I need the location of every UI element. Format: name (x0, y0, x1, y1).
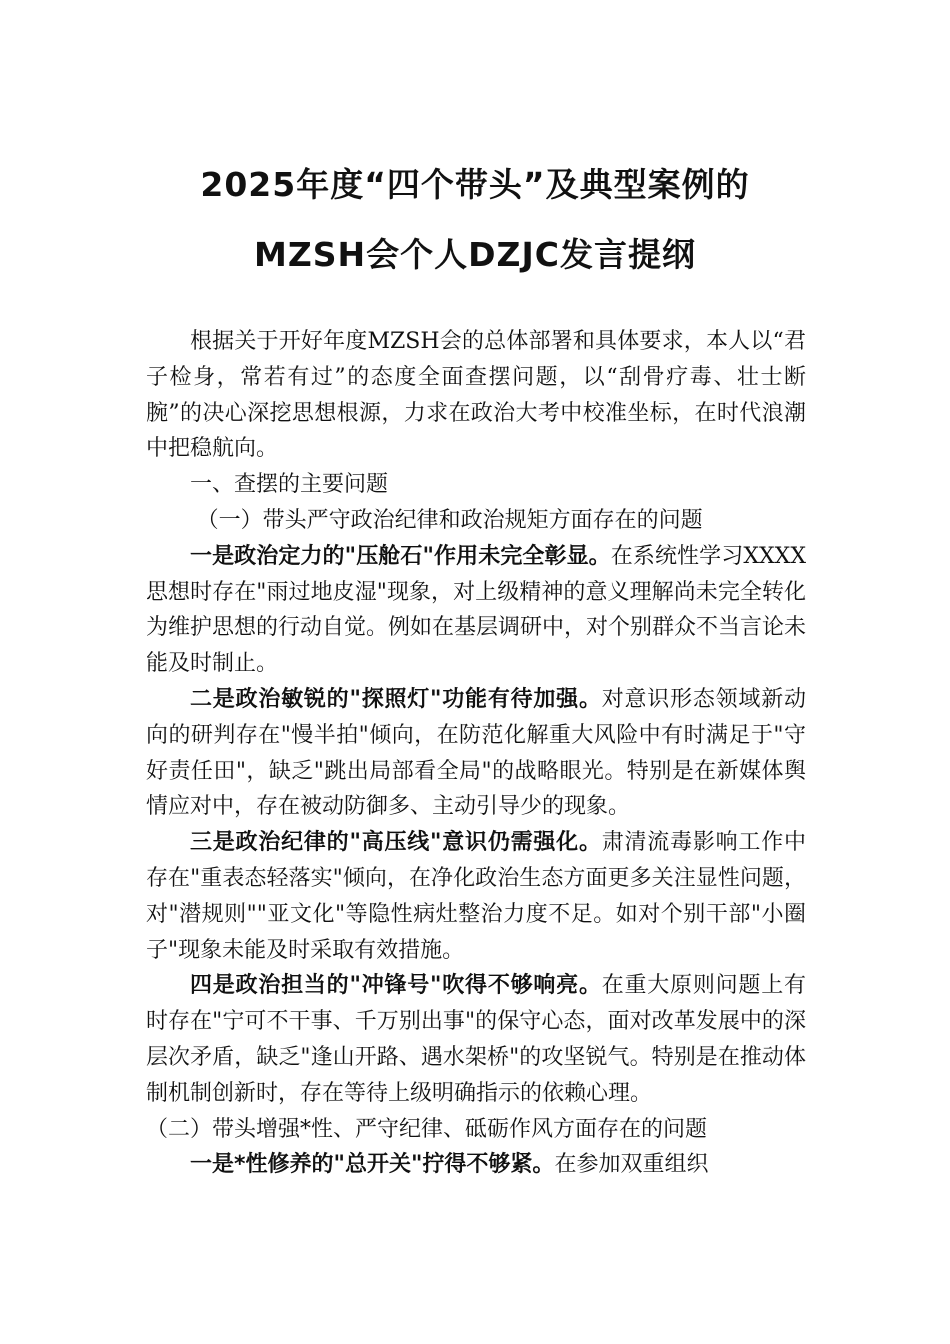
sub1-item-4-text: 在重大原则问题上有时存在"宁可不干事、千万别出事"的保守心态，面对改革发展中的深层次矛盾，缺乏"逢山开路、遇水架桥"的攻坚锐气。特别是在推动体制机制创新时，存在等待上级明确指示的依赖心理。 (146, 973, 806, 1106)
sub2-item-1 (146, 1147, 806, 1183)
sub1-item-1-text: 在系统性学习XXXX思想时存在"雨过地皮湿"现象，对上级精神的意义理解尚未完全转化为维护思想的行动自觉。例如在基层调研中，对个别群众不当言论未能及时制止。 (146, 543, 807, 677)
sub1-item-2-lead: 二是政治敏锐的"探照灯"功能有待加强。 (190, 686, 602, 712)
sub2-item-1-text: 在参加双重组织 (554, 1152, 709, 1178)
sub2-item-1-lead: 一是*性修养的"总开关"拧得不够紧。 (190, 1152, 555, 1178)
document-title-line2: MZSH会个人DZJC发言提纲 (254, 235, 696, 274)
sub2-heading: （二）带头增强*性、严守纪律、砥砺作风方面存在的问题 (146, 1116, 708, 1142)
sub1-item-2 (146, 682, 806, 825)
sub1-item-2-text: 对意识形态领域新动向的研判存在"慢半拍"倾向，在防范化解重大风险中有时满足于"守好责任田"，缺乏"跳出局部看全局"的战略眼光。特别是在新媒体舆情应对中，存在被动防御多、主动引导少的现象。 (146, 686, 806, 820)
sub1-item-3-lead: 三是政治纪律的"高压线"意识仍需强化。 (190, 830, 602, 856)
sub1-item-1-lead: 一是政治定力的"压舱石"作用未完全彰显。 (190, 543, 611, 569)
sub1-item-4-lead: 四是政治担当的"冲锋号"吹得不够响亮。 (190, 973, 602, 999)
document-body (146, 324, 806, 1183)
sub1-item-4 (146, 968, 806, 1111)
section1-heading: 一、查摆的主要问题 (190, 472, 389, 498)
sub1-item-3-text: 肃清流毒影响工作中存在"重表态轻落实"倾向，在净化政治生态方面更多关注显性问题，对"潜规则""亚文化"等隐性病灶整治力度不足。如对个别干部"小圈子"现象未能及时采取有效措施。 (146, 830, 806, 963)
sub1-heading: （一）带头严守政治纪律和政治规矩方面存在的问题 (196, 507, 703, 533)
document-title-line1: 2025年度“四个带头”及典型案例的 (200, 165, 750, 204)
sub1-item-3 (146, 825, 806, 968)
intro-paragraph: 根据关于开好年度MZSH会的总体部署和具体要求，本人以“君子检身，常若有过”的态度全面查摆问题，以“刮骨疗毒、壮士断腕”的决心深挖思想根源，力求在政治大考中校准坐标，在时代浪潮中把稳航向。 (146, 329, 806, 462)
sub1-item-1 (146, 539, 806, 682)
